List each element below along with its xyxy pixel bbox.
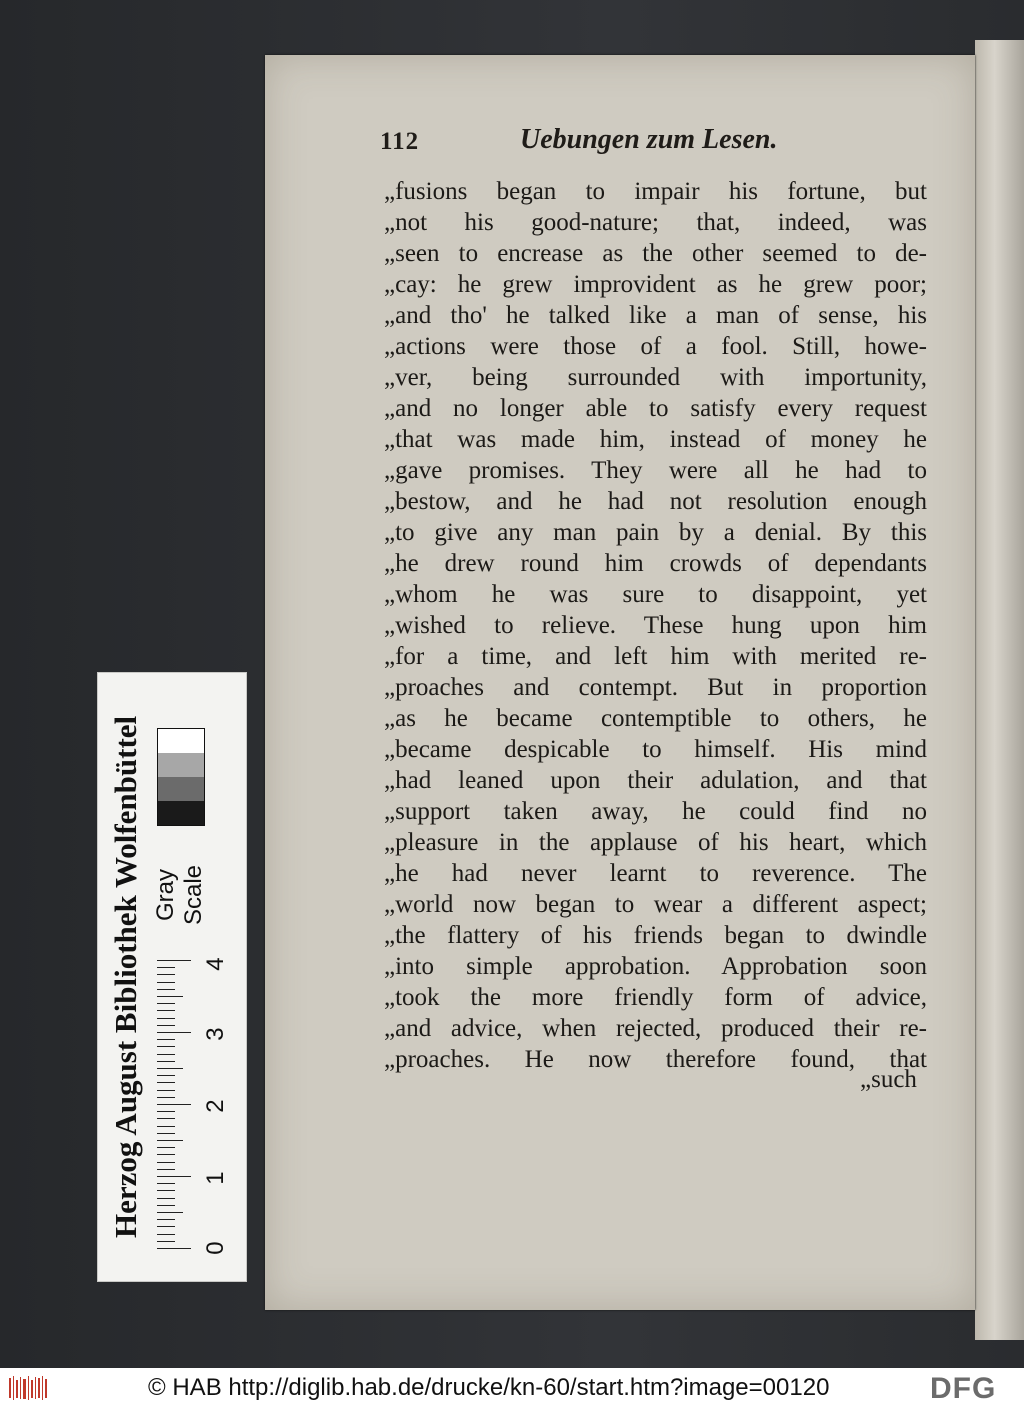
swatch-light-gray (158, 753, 204, 777)
text-line: „seen to encrease as the other seemed to de- (384, 240, 927, 267)
text-line: „wished to relieve. These hung upon him (384, 612, 927, 639)
ruler-tick (157, 1025, 175, 1026)
ruler-tick (157, 1226, 175, 1227)
ruler-tick (157, 1162, 175, 1163)
ruler-tick (157, 1104, 191, 1105)
ruler-number: 2 (202, 1099, 229, 1113)
text-line: „the flattery of his friends began to dwindle (384, 922, 927, 949)
text-line: „support taken away, he could find no (384, 798, 927, 825)
ruler-tick (157, 1061, 175, 1062)
text-line: „took the more friendly form of advice, (384, 984, 927, 1011)
ruler-tick (157, 1147, 175, 1148)
ruler-tick (157, 974, 175, 975)
ruler-number: 0 (202, 1241, 229, 1255)
text-line: „not his good-nature; that, indeed, was (384, 209, 927, 236)
ruler-tick (157, 1054, 175, 1055)
ruler-tick (157, 1010, 175, 1011)
ruler-tick (157, 1126, 175, 1127)
text-line: „bestow, and he had not resolution enough (384, 488, 927, 515)
text-line: „pleasure in the applause of his heart, which (384, 829, 927, 856)
text-line: „actions were those of a fool. Still, howe- (384, 333, 927, 360)
ruler-number: 1 (202, 1171, 229, 1185)
text-line: „and advice, when rejected, produced their re- (384, 1015, 927, 1042)
ruler-tick (157, 1212, 183, 1213)
ruler-tick (157, 1198, 175, 1199)
next-page-edge (975, 40, 1024, 1340)
text-line: „he drew round him crowds of dependants (384, 550, 927, 577)
ruler-tick (157, 1068, 183, 1069)
text-line: „whom he was sure to disappoint, yet (384, 581, 927, 608)
ruler-tick (157, 1082, 175, 1083)
text-line: „proaches and contempt. But in proportion (384, 674, 927, 701)
page-body (384, 176, 927, 1075)
text-line: „gave promises. They were all he had to (384, 457, 927, 484)
institution-name: Herzog August Bibliothek Wolfenbüttel (108, 715, 143, 1239)
text-line: „had leaned upon their adulation, and that (384, 767, 927, 794)
text-line: „cay: he grew improvident as he grew poor; (384, 271, 927, 298)
text-line: „for a time, and left him with merited re- (384, 643, 927, 670)
ruler-tick (157, 1039, 175, 1040)
text-line: „and no longer able to satisfy every request (384, 395, 927, 422)
ruler-tick (157, 1118, 175, 1119)
ruler-tick (157, 1219, 175, 1220)
text-line: „ver, being surrounded with importunity, (384, 364, 927, 391)
gray-scale-swatches (157, 728, 205, 826)
ruler-tick (157, 1241, 175, 1242)
dfg-logo: DFG (930, 1372, 997, 1405)
swatch-white (158, 729, 204, 753)
ruler-tick (157, 1190, 175, 1191)
ruler-tick (157, 1183, 175, 1184)
ruler-tick (157, 1234, 175, 1235)
ruler-tick (157, 1140, 183, 1141)
page-header (380, 124, 800, 164)
swatch-black (158, 801, 204, 825)
ruler-tick (157, 1090, 175, 1091)
ruler-tick (157, 1111, 175, 1112)
barcode-icon (8, 1374, 48, 1402)
ruler-tick (157, 1046, 175, 1047)
text-line: „proaches. He now therefore found, that (384, 1046, 927, 1073)
ruler-tick (157, 1176, 191, 1177)
ruler-tick (157, 996, 183, 997)
text-line: „world now began to wear a different aspect; (384, 891, 927, 918)
text-line: „he had never learnt to reverence. The (384, 860, 927, 887)
ruler-tick (157, 1133, 175, 1134)
footer-bar (0, 1368, 1024, 1408)
running-title: Uebungen zum Lesen. (520, 124, 778, 155)
gray-scale-label: Gray Scale (152, 864, 207, 926)
ruler-number: 3 (202, 1027, 229, 1041)
copyright-link[interactable]: © HAB http://diglib.hab.de/drucke/kn-60/start.htm?image=00120 (148, 1374, 830, 1401)
text-line: „as he became contemptible to others, he (384, 705, 927, 732)
ruler-tick (157, 967, 175, 968)
ruler-number: 4 (202, 957, 229, 971)
text-line: „to give any man pain by a denial. By this (384, 519, 927, 546)
ruler-tick (157, 1018, 175, 1019)
page-number: 112 (380, 128, 420, 155)
swatch-dark-gray (158, 777, 204, 801)
catchword: „such (860, 1066, 917, 1093)
text-line: „that was made him, instead of money he (384, 426, 927, 453)
ruler-tick (157, 982, 175, 983)
ruler-tick (157, 1205, 175, 1206)
ruler-tick (157, 1169, 175, 1170)
ruler-tick (157, 1097, 175, 1098)
ruler-tick (157, 960, 191, 961)
ruler-tick (157, 1075, 175, 1076)
ruler-tick (157, 989, 175, 990)
ruler-tick (157, 1154, 175, 1155)
text-line: „fusions began to impair his fortune, but (384, 178, 927, 205)
text-line: „into simple approbation. Approbation soon (384, 953, 927, 980)
text-line: „became despicable to himself. His mind (384, 736, 927, 763)
ruler-tick (157, 1248, 191, 1249)
ruler-tick (157, 1003, 175, 1004)
ruler-tick (157, 1032, 191, 1033)
text-line: „and tho' he talked like a man of sense, his (384, 302, 927, 329)
